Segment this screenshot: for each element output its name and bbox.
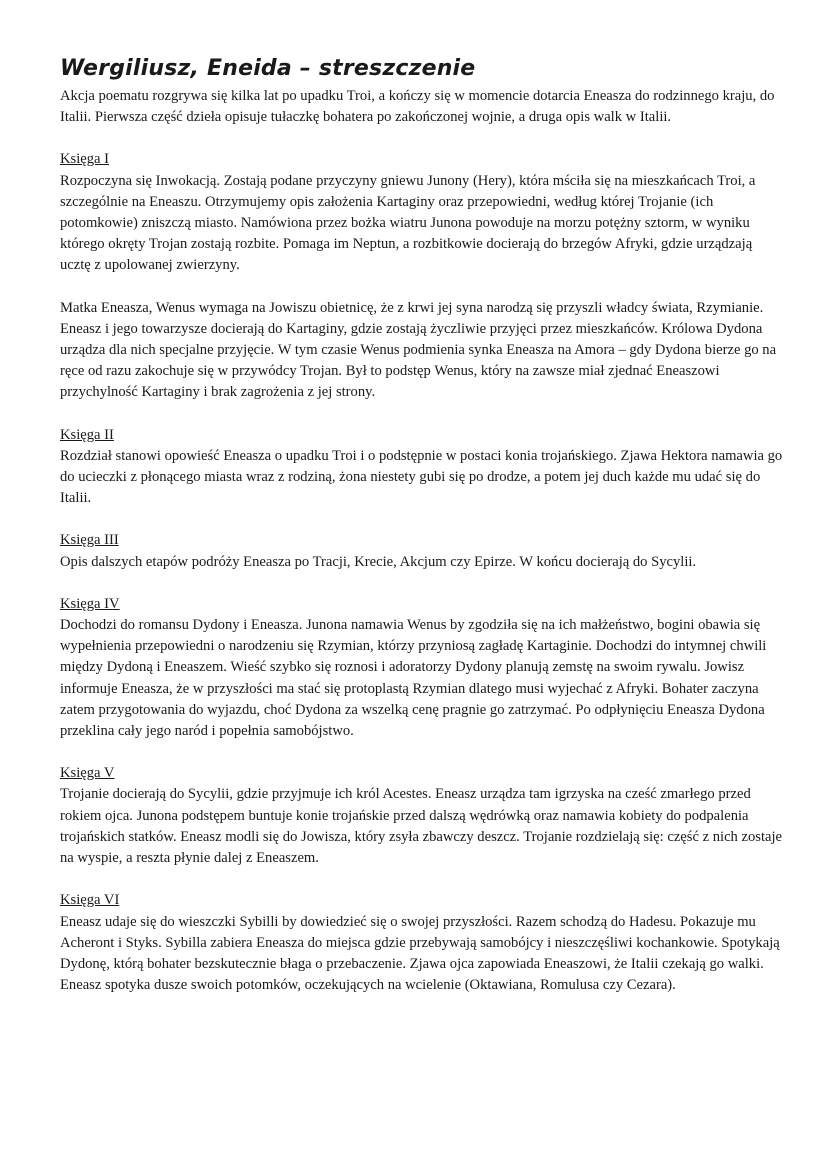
section-heading: Księga II (60, 426, 114, 443)
section-paragraph: Matka Eneasza, Wenus wymaga na Jowiszu obietnicę, że z krwi jej syna narodzą się przyszli władcy świata, Rzymianie. Eneasz i jego towarzysze docierają do Kartaginy, gdzie zostają życzliwie przyjęci przez mieszkańców. Królowa Dydona urządza dla nich specjalne przyjęcie. W tym czasie Wenus podmienia synka Eneasza na Amora – gdy Dydona bierze go na ręce od razu zakochuje się w przywódcy Trojan. Był to podstęp Wenus, który na zawsze miał zjednać Eneaszowi przychylność Kartaginy i brak zagrożenia z jej strony. (60, 299, 777, 401)
section-heading: Księga IV (60, 595, 120, 612)
document-title: Wergiliusz, Eneida – streszczenie (60, 56, 476, 81)
section-paragraph: Eneasz udaje się do wieszczki Sybilli by dowiedzieć się o swojej przyszłości. Razem schodzą do Hadesu. Pokazuje mu Acheront i Styks. Sybilla zabiera Eneasza do miejsca gdzie przebywają samobójcy i nieszczęśliwi kochankowie. Spotykają Dydonę, którą bohater bezskutecznie błaga o przebaczenie. Zjawa ojca zapowiada Eneaszowi, że Italii czekają go walki. Eneasz spotyka dusze swoich potomków, oczekujących na wcielenie (Oktawiana, Romulusa czy Cezara). (60, 913, 780, 994)
section-ksiega-4 (60, 594, 785, 742)
intro-paragraph: Akcja poematu rozgrywa się kilka lat po upadku Troi, a kończy się w momencie dotarcia Eneasza do rodzinnego kraju, do Italii. Pierwsza część dzieła opisuje tułaczkę bohatera po zakończonej wojnie, a druga opis walk w Italii. (60, 88, 775, 126)
section-paragraph: Rozpoczyna się Inwokacją. Zostają podane przyczyny gniewu Junony (Hery), która mściła się na mieszkańcach Troi, a szczególnie na Eneaszu. Otrzymujemy opis założenia Kartaginy oraz przepowiedni, według której Trojanie (ich potomkowie) zniszczą miasto. Namówiona przez bożka wiatru Junona powoduje na morzu potężny sztorm, w wyniku którego okręty Trojan zostają rozbite. Pomaga im Neptun, a rozbitkowie docierają do brzegów Afryki, gdzie urządzają ucztę z upolowanej zwierzyny. (60, 172, 756, 274)
section-ksiega-3 (60, 530, 785, 572)
section-paragraph: Rozdział stanowi opowieść Eneasza o upadku Troi i o podstępnie w postaci konia trojańskiego. Zjawa Hektora namawia go do ucieczki z płonącego miasta wraz z rodziną, żona niestety gubi się po drodze, a potem jej duch każde mu udać się do Italii. (60, 447, 783, 507)
section-paragraph: Trojanie docierają do Sycylii, gdzie przyjmuje ich król Acestes. Eneasz urządza tam igrzyska na cześć zmarłego przed rokiem ojca. Junona podstępem buntuje konie trojańskie przed dalszą wędrówką oraz namawia kobiety do podpalenia trojańskich statków. Eneasz modli się do Jowisza, który zsyła zbawczy deszcz. Trojanie rozdzielają się: część z nich zostaje na wyspie, a reszta płynie dalej z Eneaszem. (60, 786, 783, 867)
section-heading: Księga III (60, 532, 119, 549)
section-heading: Księga V (60, 765, 115, 782)
paragraph-gap (60, 277, 785, 298)
document-page (60, 54, 785, 1017)
section-paragraph: Dochodzi do romansu Dydony i Eneasza. Junona namawia Wenus by zgodziła się na ich małżeństwo, bogini obawia się wypełnienia przepowiedni o narodzeniu się Rzymian, którzy przyniosą zagładę Kartaginie. Dochodzi do intymnej chwili między Dydoną i Eneaszem. Wieść szybko się roznosi i adoratorzy Dydony planują zemstę na swoim rywalu. Jowisz informuje Eneasza, że w przyszłości ma stać się protoplastą Rzymian dlatego musi wyjechać z Afryki. Bohater zaczyna zatem przygotowania do wyjazdu, choć Dydona za wszelką cenę pragnie go zatrzymać. Po odpłynięciu Eneasza Dydona przeklina cały jego naród i popełnia samobójstwo. (60, 617, 767, 740)
section-heading: Księga I (60, 151, 110, 168)
section-ksiega-1 (60, 149, 785, 403)
section-ksiega-5 (60, 763, 785, 869)
section-paragraph: Opis dalszych etapów podróży Eneasza po Tracji, Krecie, Akcjum czy Epirze. W końcu docierają do Sycylii. (60, 553, 697, 570)
section-ksiega-2 (60, 425, 785, 510)
section-ksiega-6 (60, 890, 785, 996)
section-heading: Księga VI (60, 892, 120, 909)
